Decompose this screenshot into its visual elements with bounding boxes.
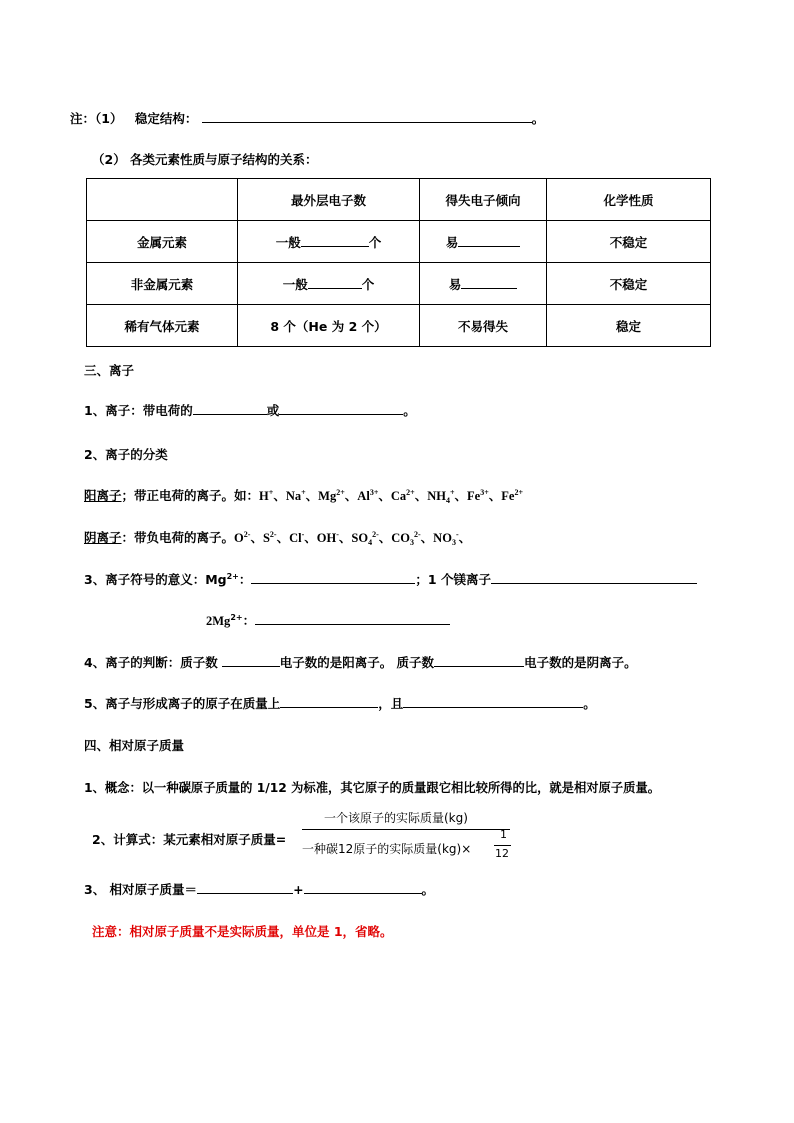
- blank-ion-1[interactable]: [193, 402, 267, 415]
- end-mark: 。: [583, 696, 596, 711]
- electrons-cell: 8 个（He 为 2 个）: [238, 305, 420, 347]
- table-row: [87, 305, 711, 347]
- small-frac-num: 1: [500, 828, 507, 841]
- fraction-bar: [302, 829, 510, 830]
- header-cell: 化学性质: [547, 179, 711, 221]
- ion-symbol-label: 3、离子符号的意义：Mg: [84, 572, 227, 587]
- tendency-cell: [420, 221, 547, 263]
- tendency-prefix: 易: [448, 276, 462, 292]
- judgment-c: 电子数的是阴离子。: [524, 655, 637, 670]
- charge-sup: 2+: [230, 613, 243, 622]
- table-row: [87, 263, 711, 305]
- end-mark: 。: [403, 403, 416, 418]
- cation-text: ；带正电荷的离子。如：: [121, 488, 260, 503]
- note-line-1: [70, 109, 544, 127]
- warning-note: 注意：相对原子质量不是实际质量，单位是 1，省略。: [92, 924, 393, 939]
- blank-mg[interactable]: [251, 571, 415, 584]
- row-name: 金属元素: [87, 221, 238, 263]
- stable-label: 稳定结构：: [134, 111, 198, 126]
- blank-mass-2[interactable]: [403, 695, 583, 708]
- blank-sum-2[interactable]: [304, 881, 422, 894]
- two-mg-label: 2Mg: [206, 614, 231, 628]
- ion-symbol-meaning: [84, 570, 697, 588]
- electrons-prefix: 一般: [282, 276, 308, 292]
- ion-judgment: [84, 653, 637, 671]
- judgment-b: 电子数的是阳离子。 质子数: [279, 655, 435, 670]
- header-cell: 最外层电子数: [238, 179, 420, 221]
- row-name: 非金属元素: [87, 263, 238, 305]
- charge-sup: 2+: [226, 572, 239, 581]
- electrons-prefix: 一般: [275, 234, 301, 250]
- tendency-prefix: 易: [445, 234, 459, 250]
- blank-tendency[interactable]: [458, 234, 520, 247]
- anion-label: 阴离子: [84, 530, 122, 545]
- end-mark: 。: [531, 111, 545, 126]
- blank-mg-ion[interactable]: [491, 571, 697, 584]
- formula-denominator: 一种碳12原子的实际质量(kg)×: [302, 842, 472, 856]
- electrons-cell: [238, 263, 420, 305]
- blank-sum-1[interactable]: [197, 881, 293, 894]
- cation-label: 阳离子: [84, 488, 122, 503]
- header-cell: 得失电子倾向: [420, 179, 547, 221]
- anion-text: ：带负电荷的离子。: [121, 530, 235, 545]
- ion-def-or: 或: [266, 403, 280, 418]
- blank-mass-1[interactable]: [280, 695, 378, 708]
- anion-list: $O^{2-}$、$S^{2-}$、Cl-、OH-、$SO_4^{2-}$、$CO_3^{2-}$、$NO_3^-$、: [234, 530, 472, 547]
- electrons-cell: [238, 221, 420, 263]
- property-cell: 不稳定: [547, 263, 711, 305]
- header-cell: [87, 179, 238, 221]
- blank-2mg[interactable]: [255, 612, 450, 625]
- blank-judge-1[interactable]: [222, 654, 280, 667]
- ion-classification: 2、离子的分类: [84, 447, 168, 462]
- mass-relation-a: 5、离子与形成离子的原子在质量上: [84, 696, 281, 711]
- formula-label: 2、计算式：某元素相对原子质量=: [92, 832, 287, 847]
- blank-judge-2[interactable]: [434, 654, 524, 667]
- electrons-suffix: 个: [368, 234, 382, 250]
- blank-ion-2[interactable]: [279, 402, 403, 415]
- property-cell: 不稳定: [547, 221, 711, 263]
- tendency-cell: [420, 263, 547, 305]
- colon: ：: [238, 572, 252, 587]
- small-frac-den: 12: [495, 847, 509, 860]
- section3-title: 三、离子: [84, 363, 135, 378]
- ion-def-label: 1、离子：带电荷的: [84, 403, 193, 418]
- formula-numerator: 一个该原子的实际质量(kg): [324, 811, 468, 825]
- row-name: 稀有气体元素: [87, 305, 238, 347]
- blank-stable[interactable]: [202, 110, 532, 123]
- sum-label: 3、 相对原子质量＝: [84, 882, 198, 897]
- section4-title: 四、相对原子质量: [84, 738, 185, 753]
- property-cell: 稳定: [547, 305, 711, 347]
- plus-sign: +: [293, 882, 304, 897]
- electrons-suffix: 个: [361, 276, 375, 292]
- ion-definition: [84, 401, 416, 419]
- colon: ：: [242, 613, 256, 628]
- judgment-a: 4、离子的判断：质子数: [84, 655, 218, 670]
- small-fraction-bar: [494, 845, 511, 846]
- cation-list: H+、Na+、$Mg^{2+}$、$Al^{3+}$、$Ca^{2+}$、$NH_4^+$、$Fe^{3+}$、$Fe^{2+}$: [259, 488, 524, 505]
- ion-mass-relation: [84, 694, 596, 712]
- ion-symbol-mid: ；1 个镁离子: [415, 572, 491, 587]
- anion-line: [84, 528, 471, 547]
- note-prefix: 注：（1）: [70, 111, 123, 126]
- note-line-2: （2） 各类元素性质与原子结构的关系：: [92, 152, 318, 167]
- blank-electrons[interactable]: [308, 276, 362, 289]
- relative-mass-sum: [84, 880, 434, 898]
- blank-tendency[interactable]: [461, 276, 517, 289]
- table-row: [87, 221, 711, 263]
- concept-line: 1、概念：以一种碳原子质量的 1/12 为标准，其它原子的质量跟它相比较所得的比，就是相对原子质量。: [84, 781, 661, 795]
- table-header-row: [87, 179, 711, 221]
- end-mark: 。: [421, 882, 435, 897]
- two-mg-line: [206, 611, 450, 629]
- tendency-cell: 不易得失: [420, 305, 547, 347]
- blank-electrons[interactable]: [301, 234, 369, 247]
- element-property-table: [86, 178, 711, 347]
- mass-relation-b: ，且: [378, 696, 404, 711]
- cation-line: [84, 486, 523, 505]
